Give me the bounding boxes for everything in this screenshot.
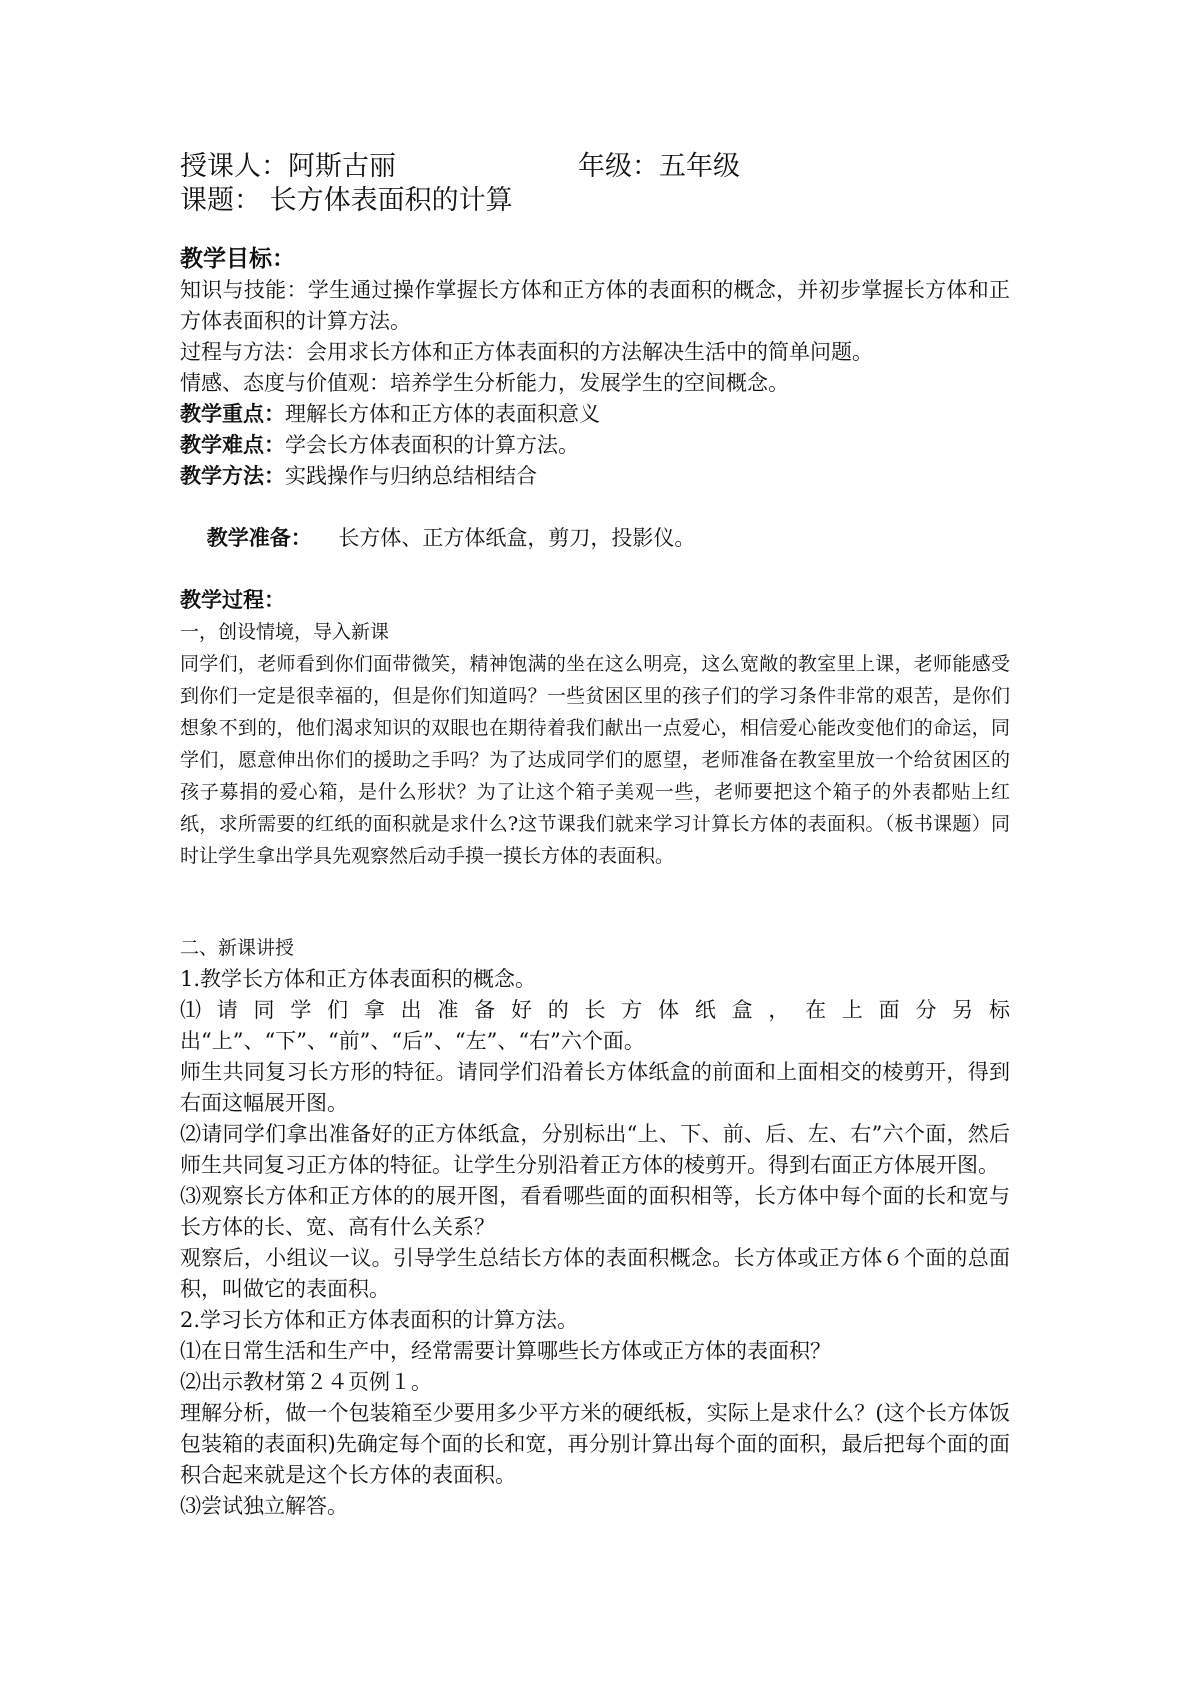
- teaching-process-label: 教学过程：: [180, 588, 285, 612]
- part2-line: ⑵出示教材第２４页例１。: [180, 1370, 432, 1394]
- objectives-heading: 教学目标：: [180, 246, 295, 272]
- teaching-focus-text: 理解长方体和正方体的表面积意义: [285, 402, 600, 426]
- teacher-name: 授课人：阿斯古丽: [180, 151, 396, 182]
- teaching-preparation-text: 长方体、正方体纸盒，剪刀，投影仪。: [311, 526, 696, 550]
- part2-line: ⑶尝试独立解答。: [180, 1494, 348, 1518]
- objective-process: 过程与方法：会用求长方体和正方体表面积的方法解决生活中的简单问题。: [180, 340, 873, 364]
- part1-body: 同学们，老师看到你们面带微笑，精神饱满的坐在这么明亮，这么宽敞的教室里上课，老师能感受到你们一定是很幸福的，但是你们知道吗？一些贫困区里的孩子们的学习条件非常的艰苦，是你们想象不到的，他们渴求知识的双眼也在期待着我们献出一点爱心，相信爱心能改变他们的命运，同学们，愿意伸出你们的援助之手吗？为了达成同学们的愿望，老师准备在教室里放一个给贫困区的孩子募捐的爱心箱，是什么形状？为了让这个箱子美观一些，老师要把这个箱子的外表都贴上红纸，求所需要的红纸的面积就是求什么?这节课我们就来学习计算长方体的表面积。（板书课题）同时让学生拿出学具先观察然后动手摸一摸长方体的表面积。: [180, 653, 1010, 867]
- teaching-difficulty-label: 教学难点：: [180, 433, 285, 457]
- part1-title: 一，创设情境，导入新课: [180, 621, 390, 643]
- objective-knowledge: 知识与技能：学生通过操作掌握长方体和正方体的表面积的概念，并初步掌握长方体和正方体表面积的计算方法。: [180, 278, 1010, 333]
- lesson-plan-page: [180, 150, 1010, 1522]
- topic-line: 课题： 长方体表面积的计算: [180, 185, 513, 216]
- part2-line: 观察后，小组议一议。引导学生总结长方体的表面积概念。长方体或正方体６个面的总面积，叫做它的表面积。: [180, 1246, 1010, 1301]
- part2-line: ⑴在日常生活和生产中，经常需要计算哪些长方体或正方体的表面积？: [180, 1339, 831, 1363]
- teaching-difficulty-text: 学会长方体表面积的计算方法。: [285, 433, 579, 457]
- part2-line: 师生共同复习长方形的特征。请同学们沿着长方体纸盒的前面和上面相交的棱剪开，得到右面这幅展开图。: [180, 1060, 1010, 1115]
- header-teacher-grade-line: [180, 150, 1010, 184]
- teaching-method-label: 教学方法：: [180, 464, 285, 488]
- objective-emotion: 情感、态度与价值观：培养学生分析能力，发展学生的空间概念。: [180, 371, 789, 395]
- part2-line: 1.教学长方体和正方体表面积的概念。: [180, 967, 537, 991]
- teaching-process-heading: [180, 585, 1010, 616]
- part2-line: ⑵请同学们拿出准备好的正方体纸盒，分别标出“上、下、前、后、左、右”六个面，然后师生共同复习正方体的特征。让学生分别沿着正方体的棱剪开。得到右面正方体展开图。: [180, 1122, 1010, 1177]
- teaching-method: [180, 461, 1010, 492]
- part2-line: ⑴请同学们拿出准备好的长方体纸盒，在上面分另标出“上”、“下”、“前”、“后”、“左”、“右”六个面。: [180, 998, 1010, 1053]
- teaching-method-text: 实践操作与归纳总结相结合: [285, 464, 537, 488]
- teaching-focus: [180, 399, 1010, 430]
- section-spacer: [180, 872, 1010, 932]
- teaching-preparation-label: 教学准备：: [206, 526, 312, 550]
- part2-line: ⑶观察长方体和正方体的的展开图，看看哪些面的面积相等，长方体中每个面的长和宽与长方体的长、宽、高有什么关系？: [180, 1184, 1010, 1239]
- teaching-preparation: [180, 492, 1010, 585]
- teaching-focus-label: 教学重点：: [180, 402, 285, 426]
- part2-line: 理解分析，做一个包装箱至少要用多少平方米的硬纸板，实际上是求什么？(这个长方体饭包装箱的表面积)先确定每个面的长和宽，再分别计算出每个面的面积，最后把每个面的面积合起来就是这个长方体的表面积。: [180, 1401, 1010, 1487]
- part2-line: 2.学习长方体和正方体表面积的计算方法。: [180, 1308, 579, 1332]
- teaching-difficulty: [180, 430, 1010, 461]
- part2-title: 二、新课讲授: [180, 937, 295, 959]
- grade-level: 年级：五年级: [578, 151, 740, 182]
